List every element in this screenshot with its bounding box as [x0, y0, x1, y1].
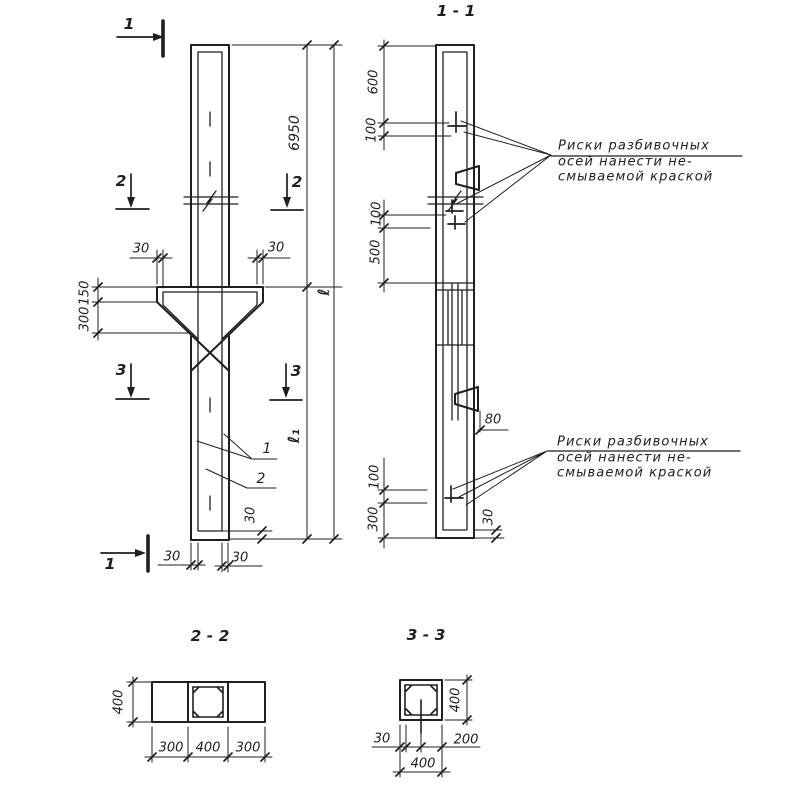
dim-bottom-left-30: 30 [163, 549, 181, 565]
dim-corbel-slope-300: 300 [77, 306, 93, 332]
section-mark-lines [101, 37, 303, 553]
dim-33-width-400: 400 [410, 756, 436, 772]
dim-bottom-300: 300 [366, 506, 382, 532]
note-underlines [548, 156, 742, 451]
dim-bottom-cover-30: 30 [243, 506, 259, 524]
dim-22-right-300: 300 [235, 740, 261, 756]
note-leader-fans [453, 121, 551, 505]
dim-mid-500: 500 [368, 239, 384, 265]
section-mark-1-top: 1 [123, 15, 135, 33]
section22-outline [152, 682, 265, 722]
dim-corbel-cover-left: 30 [132, 241, 150, 257]
section-mark-3-right: 3 [290, 362, 302, 380]
column-side-outline [436, 45, 474, 538]
callout-body-2: 2 [256, 471, 266, 487]
section-mark-2-left: 2 [115, 172, 127, 190]
arrowhead-icon [127, 197, 135, 208]
dim-22-left-300: 300 [158, 740, 184, 756]
note-lower-line2: осей нанести не- [557, 450, 692, 466]
dim-33-height-400: 400 [448, 687, 464, 713]
note-lower-line3: смываемой краской [557, 465, 713, 481]
callout-rebar-1: 1 [262, 441, 272, 457]
section-2-2-view [112, 627, 273, 762]
dim-overall-6950: 6950 [287, 115, 303, 151]
dim-bottom-right-30: 30 [231, 550, 249, 566]
arrowhead-icon [283, 197, 291, 208]
section11-title: 1 - 1 [436, 2, 476, 20]
dim-33-half-200: 200 [453, 732, 479, 748]
section-mark-2-right: 2 [291, 173, 303, 191]
section-mark-1-bottom: 1 [104, 555, 116, 573]
dim-mid-100: 100 [369, 201, 385, 227]
note-lower-line1: Риски разбивочных [557, 434, 709, 450]
front-view [78, 15, 343, 573]
note-upper-line2: осей нанести не- [558, 154, 693, 170]
arrowhead-icon [282, 387, 290, 398]
section33-rebar-cage [405, 685, 437, 733]
section11-dim-ticks [380, 42, 500, 542]
dim-side-cover-30: 30 [481, 508, 497, 526]
dim-22-mid-400: 400 [195, 740, 221, 756]
dim-corbel-cover-right: 30 [267, 240, 285, 256]
section22-rebar-cage [193, 687, 223, 717]
dim-fixture-80: 80 [484, 412, 502, 428]
column-inner-lines [163, 52, 257, 531]
dim-bottom-100: 100 [367, 464, 383, 490]
section22-title: 2 - 2 [190, 627, 230, 645]
section33-title: 3 - 3 [406, 626, 446, 644]
front-dim-lines [92, 45, 342, 572]
dim-length-total: ℓ [315, 288, 333, 296]
dim-top-100: 100 [364, 117, 380, 143]
arrowhead-icon [135, 549, 146, 557]
dim-corbel-face-150: 150 [77, 280, 93, 306]
dim-33-cover-30: 30 [373, 731, 391, 747]
section-mark-3-left: 3 [115, 361, 127, 379]
dim-top-600: 600 [366, 69, 382, 95]
note-upper-line3: смываемой краской [558, 169, 714, 185]
dim-22-height-400: 400 [111, 689, 127, 715]
note-upper-line1: Риски разбивочных [558, 138, 710, 154]
dim-length-lower: ℓ₁ [285, 428, 303, 444]
section-1-1-view [365, 2, 743, 548]
section-cut-bars [148, 21, 163, 571]
section-3-3-view [372, 626, 480, 777]
arrowhead-icon [127, 387, 135, 398]
